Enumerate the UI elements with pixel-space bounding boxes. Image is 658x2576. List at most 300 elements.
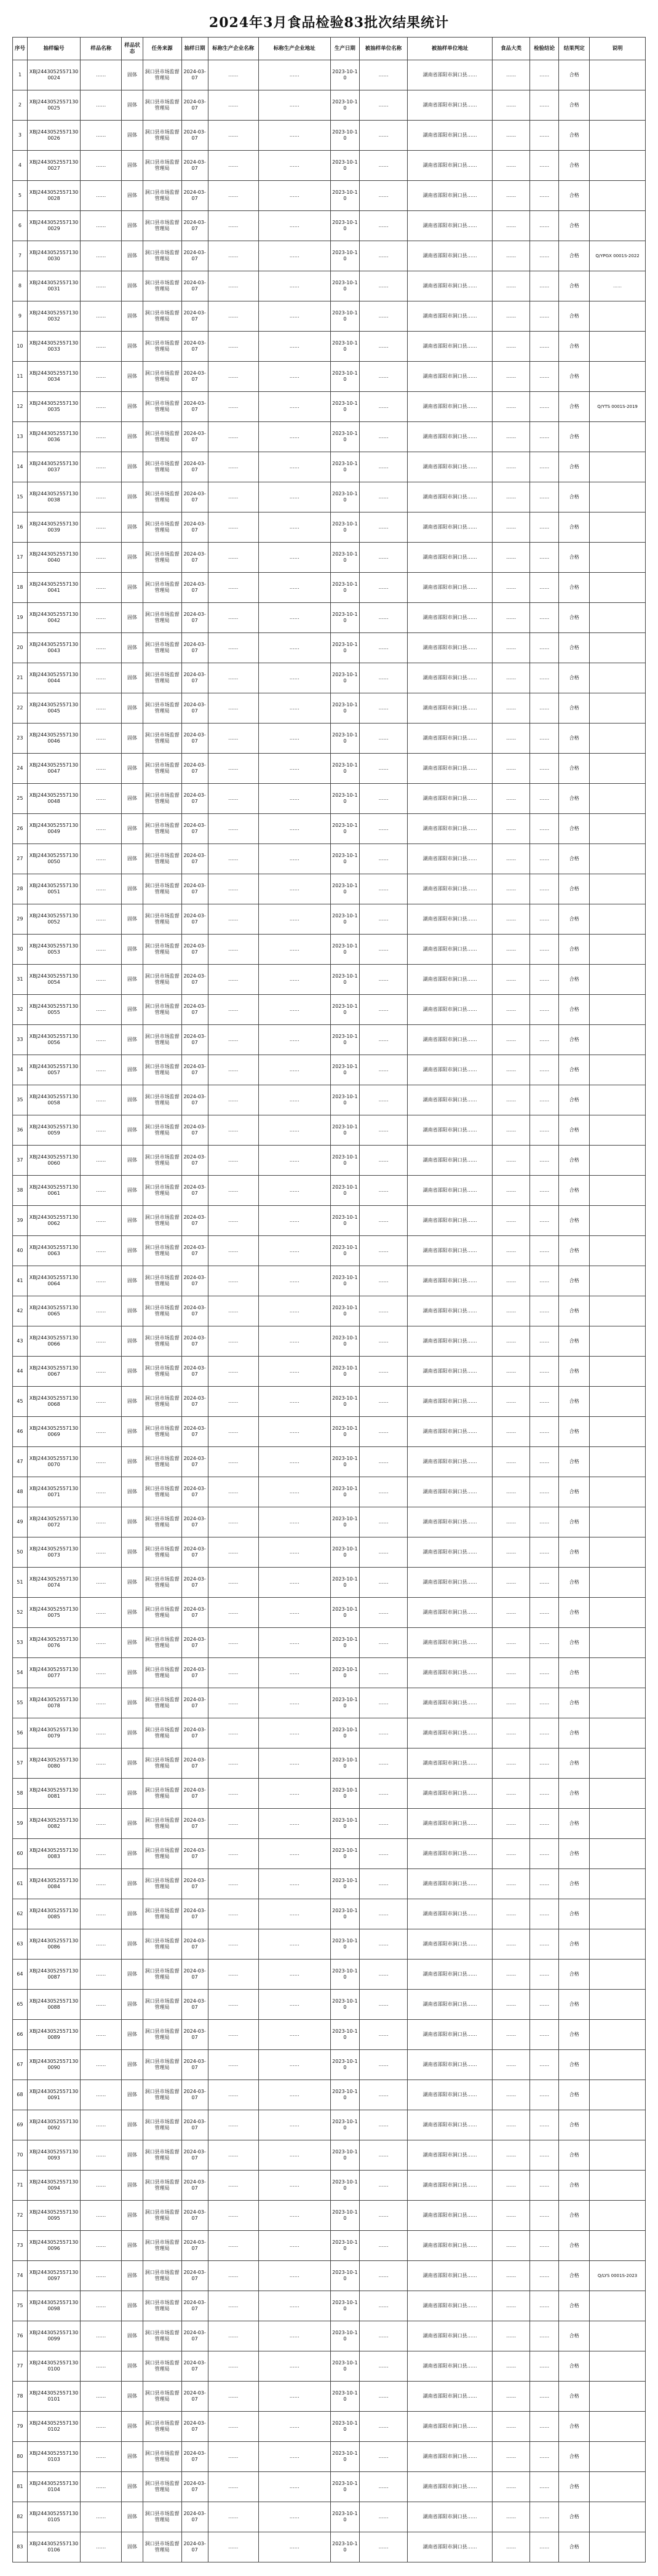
cell-prod-date: 2023-10-10 xyxy=(330,573,360,603)
cell-state: 固体 xyxy=(122,935,143,965)
cell-prod-date: 2023-10-10 xyxy=(330,633,360,663)
cell-prod-date: 2023-10-10 xyxy=(330,1537,360,1568)
cell-note xyxy=(590,693,646,724)
table-row xyxy=(13,2080,646,2110)
cell-source: 洞口县市场监督管理局 xyxy=(143,935,181,965)
cell-source: 洞口县市场监督管理局 xyxy=(143,2472,181,2502)
cell-no: 8 xyxy=(13,271,28,301)
cell-source: 洞口县市场监督管理局 xyxy=(143,1537,181,1568)
table-row xyxy=(13,724,646,754)
cell-date: 2024-03-07 xyxy=(181,1206,208,1236)
cell-date: 2024-03-07 xyxy=(181,904,208,935)
cell-no: 34 xyxy=(13,1055,28,1085)
cell-conclusion: …… xyxy=(529,904,559,935)
cell-maker-addr: …… xyxy=(258,301,330,332)
cell-date: 2024-03-07 xyxy=(181,482,208,512)
cell-judge: 合格 xyxy=(559,2321,590,2351)
cell-name: …… xyxy=(81,2472,122,2502)
cell-conclusion: …… xyxy=(529,2261,559,2291)
cell-note xyxy=(590,1598,646,1628)
cell-sample-id: XBJ24430525571300067 xyxy=(27,1357,80,1387)
cell-prod-date: 2023-10-10 xyxy=(330,151,360,181)
cell-unit: …… xyxy=(360,2472,408,2502)
cell-note xyxy=(590,1568,646,1598)
cell-judge: 合格 xyxy=(559,1779,590,1809)
cell-note xyxy=(590,1688,646,1718)
cell-note xyxy=(590,2171,646,2201)
cell-no: 1 xyxy=(13,60,28,90)
cell-sample-id: XBJ24430525571300101 xyxy=(27,2382,80,2412)
cell-maker-addr: …… xyxy=(258,1688,330,1718)
cell-note xyxy=(590,1537,646,1568)
cell-state: 固体 xyxy=(122,965,143,995)
cell-unit-addr: 湖南省邵阳市洞口县…… xyxy=(407,2171,492,2201)
cell-no: 29 xyxy=(13,904,28,935)
cell-source: 洞口县市场监督管理局 xyxy=(143,724,181,754)
cell-sample-id: XBJ24430525571300037 xyxy=(27,452,80,482)
cell-judge: 合格 xyxy=(559,241,590,271)
cell-category: …… xyxy=(493,995,530,1025)
cell-conclusion: …… xyxy=(529,1628,559,1658)
cell-unit: …… xyxy=(360,1055,408,1085)
cell-unit: …… xyxy=(360,2442,408,2472)
cell-maker-addr: …… xyxy=(258,1115,330,1146)
cell-state: 固体 xyxy=(122,814,143,844)
cell-unit: …… xyxy=(360,60,408,90)
cell-no: 21 xyxy=(13,663,28,693)
table-row xyxy=(13,211,646,241)
cell-maker-addr: …… xyxy=(258,1658,330,1688)
cell-judge: 合格 xyxy=(559,2080,590,2110)
table-row xyxy=(13,874,646,904)
cell-maker: …… xyxy=(208,663,258,693)
cell-prod-date: 2023-10-10 xyxy=(330,1839,360,1869)
cell-sample-id: XBJ24430525571300029 xyxy=(27,211,80,241)
cell-unit: …… xyxy=(360,2080,408,2110)
cell-unit-addr: 湖南省邵阳市洞口县…… xyxy=(407,724,492,754)
cell-no: 75 xyxy=(13,2291,28,2321)
cell-no: 2 xyxy=(13,90,28,121)
cell-note xyxy=(590,2412,646,2442)
cell-category: …… xyxy=(493,392,530,422)
cell-sample-id: XBJ24430525571300062 xyxy=(27,1206,80,1236)
cell-unit-addr: 湖南省邵阳市洞口县…… xyxy=(407,874,492,904)
cell-date: 2024-03-07 xyxy=(181,1749,208,1779)
cell-conclusion: …… xyxy=(529,1055,559,1085)
cell-judge: 合格 xyxy=(559,2171,590,2201)
cell-maker-addr: …… xyxy=(258,2080,330,2110)
cell-source: 洞口县市场监督管理局 xyxy=(143,1598,181,1628)
cell-prod-date: 2023-10-10 xyxy=(330,2171,360,2201)
cell-category: …… xyxy=(493,1357,530,1387)
cell-state: 固体 xyxy=(122,603,143,633)
cell-conclusion: …… xyxy=(529,482,559,512)
cell-sample-id: XBJ24430525571300081 xyxy=(27,1779,80,1809)
cell-name: …… xyxy=(81,2110,122,2140)
cell-no: 74 xyxy=(13,2261,28,2291)
cell-date: 2024-03-07 xyxy=(181,1115,208,1146)
table-row xyxy=(13,904,646,935)
cell-maker: …… xyxy=(208,2201,258,2231)
cell-state: 固体 xyxy=(122,211,143,241)
cell-source: 洞口县市场监督管理局 xyxy=(143,1357,181,1387)
cell-unit-addr: 湖南省邵阳市洞口县…… xyxy=(407,332,492,362)
cell-judge: 合格 xyxy=(559,1537,590,1568)
cell-prod-date: 2023-10-10 xyxy=(330,1146,360,1176)
cell-conclusion: …… xyxy=(529,2050,559,2080)
cell-sample-id: XBJ24430525571300038 xyxy=(27,482,80,512)
cell-sample-id: XBJ24430525571300065 xyxy=(27,1296,80,1326)
cell-source: 洞口县市场监督管理局 xyxy=(143,663,181,693)
cell-conclusion: …… xyxy=(529,1085,559,1115)
cell-state: 固体 xyxy=(122,1507,143,1537)
table-row xyxy=(13,1929,646,1960)
cell-source: 洞口县市场监督管理局 xyxy=(143,2201,181,2231)
cell-maker: …… xyxy=(208,2291,258,2321)
cell-source: 洞口县市场监督管理局 xyxy=(143,1085,181,1115)
cell-date: 2024-03-07 xyxy=(181,2261,208,2291)
cell-source: 洞口县市场监督管理局 xyxy=(143,814,181,844)
cell-note xyxy=(590,1990,646,2020)
table-row xyxy=(13,573,646,603)
cell-sample-id: XBJ24430525571300048 xyxy=(27,784,80,814)
cell-name: …… xyxy=(81,2231,122,2261)
cell-category: …… xyxy=(493,1387,530,1417)
cell-unit: …… xyxy=(360,181,408,211)
cell-judge: 合格 xyxy=(559,2231,590,2261)
table-body xyxy=(13,60,646,2562)
cell-category: …… xyxy=(493,2412,530,2442)
cell-category: …… xyxy=(493,603,530,633)
cell-name: …… xyxy=(81,2261,122,2291)
cell-note: Q/YTS 0001S-2019 xyxy=(590,392,646,422)
cell-maker-addr: …… xyxy=(258,1176,330,1206)
cell-state: 固体 xyxy=(122,1568,143,1598)
cell-source: 洞口县市场监督管理局 xyxy=(143,1387,181,1417)
cell-unit-addr: 湖南省邵阳市洞口县…… xyxy=(407,482,492,512)
cell-note xyxy=(590,2532,646,2562)
cell-note xyxy=(590,2140,646,2171)
cell-sample-id: XBJ24430525571300031 xyxy=(27,271,80,301)
cell-unit: …… xyxy=(360,1749,408,1779)
cell-category: …… xyxy=(493,693,530,724)
cell-state: 固体 xyxy=(122,1417,143,1447)
table-row xyxy=(13,965,646,995)
cell-state: 固体 xyxy=(122,1869,143,1899)
cell-maker: …… xyxy=(208,1628,258,1658)
cell-unit-addr: 湖南省邵阳市洞口县…… xyxy=(407,2110,492,2140)
cell-prod-date: 2023-10-10 xyxy=(330,1899,360,1929)
cell-conclusion: …… xyxy=(529,724,559,754)
cell-conclusion: …… xyxy=(529,512,559,543)
cell-unit: …… xyxy=(360,814,408,844)
cell-category: …… xyxy=(493,1809,530,1839)
cell-prod-date: 2023-10-10 xyxy=(330,1869,360,1899)
cell-maker-addr: …… xyxy=(258,1718,330,1749)
table-row xyxy=(13,2321,646,2351)
header-cell: 抽样编号 xyxy=(27,38,80,60)
cell-maker-addr: …… xyxy=(258,814,330,844)
cell-maker: …… xyxy=(208,1749,258,1779)
cell-note xyxy=(590,2502,646,2532)
cell-name: …… xyxy=(81,1899,122,1929)
cell-source: 洞口县市场监督管理局 xyxy=(143,1206,181,1236)
cell-unit-addr: 湖南省邵阳市洞口县…… xyxy=(407,844,492,874)
table-row xyxy=(13,603,646,633)
cell-maker: …… xyxy=(208,1236,258,1266)
cell-note: …… xyxy=(590,271,646,301)
table-row xyxy=(13,1206,646,1236)
cell-state: 固体 xyxy=(122,2110,143,2140)
cell-no: 12 xyxy=(13,392,28,422)
cell-state: 固体 xyxy=(122,1779,143,1809)
table-row xyxy=(13,1869,646,1899)
cell-maker: …… xyxy=(208,1960,258,1990)
table-row xyxy=(13,181,646,211)
cell-prod-date: 2023-10-10 xyxy=(330,2201,360,2231)
table-row xyxy=(13,90,646,121)
cell-source: 洞口县市场监督管理局 xyxy=(143,332,181,362)
table-row xyxy=(13,1568,646,1598)
table-row xyxy=(13,2472,646,2502)
cell-unit: …… xyxy=(360,1266,408,1296)
table-row xyxy=(13,1417,646,1447)
cell-maker: …… xyxy=(208,995,258,1025)
cell-category: …… xyxy=(493,2442,530,2472)
table-row xyxy=(13,2532,646,2562)
cell-category: …… xyxy=(493,1055,530,1085)
cell-maker: …… xyxy=(208,1176,258,1206)
cell-name: …… xyxy=(81,1206,122,1236)
cell-conclusion: …… xyxy=(529,874,559,904)
cell-conclusion: …… xyxy=(529,784,559,814)
cell-prod-date: 2023-10-10 xyxy=(330,2140,360,2171)
cell-maker: …… xyxy=(208,422,258,452)
cell-maker: …… xyxy=(208,1869,258,1899)
cell-category: …… xyxy=(493,2532,530,2562)
cell-date: 2024-03-07 xyxy=(181,2412,208,2442)
cell-prod-date: 2023-10-10 xyxy=(330,844,360,874)
cell-name: …… xyxy=(81,633,122,663)
cell-maker-addr: …… xyxy=(258,2201,330,2231)
cell-unit: …… xyxy=(360,2291,408,2321)
cell-maker-addr: …… xyxy=(258,1477,330,1507)
cell-judge: 合格 xyxy=(559,332,590,362)
cell-conclusion: …… xyxy=(529,995,559,1025)
cell-sample-id: XBJ24430525571300090 xyxy=(27,2050,80,2080)
cell-unit: …… xyxy=(360,1206,408,1236)
cell-prod-date: 2023-10-10 xyxy=(330,392,360,422)
cell-note xyxy=(590,1447,646,1477)
cell-state: 固体 xyxy=(122,1176,143,1206)
cell-state: 固体 xyxy=(122,995,143,1025)
cell-prod-date: 2023-10-10 xyxy=(330,1568,360,1598)
cell-category: …… xyxy=(493,482,530,512)
cell-conclusion: …… xyxy=(529,151,559,181)
cell-maker-addr: …… xyxy=(258,60,330,90)
cell-judge: 合格 xyxy=(559,814,590,844)
cell-state: 固体 xyxy=(122,1839,143,1869)
cell-maker-addr: …… xyxy=(258,392,330,422)
table-row xyxy=(13,935,646,965)
cell-unit-addr: 湖南省邵阳市洞口县…… xyxy=(407,151,492,181)
cell-unit-addr: 湖南省邵阳市洞口县…… xyxy=(407,2502,492,2532)
cell-category: …… xyxy=(493,2351,530,2382)
cell-no: 4 xyxy=(13,151,28,181)
cell-date: 2024-03-07 xyxy=(181,1688,208,1718)
cell-source: 洞口县市场监督管理局 xyxy=(143,754,181,784)
cell-source: 洞口县市场监督管理局 xyxy=(143,2140,181,2171)
cell-unit: …… xyxy=(360,1025,408,1055)
cell-unit-addr: 湖南省邵阳市洞口县…… xyxy=(407,1055,492,1085)
cell-sample-id: XBJ24430525571300028 xyxy=(27,181,80,211)
table-row xyxy=(13,2382,646,2412)
cell-unit-addr: 湖南省邵阳市洞口县…… xyxy=(407,211,492,241)
cell-conclusion: …… xyxy=(529,392,559,422)
header-cell: 被抽样单位地址 xyxy=(407,38,492,60)
cell-conclusion: …… xyxy=(529,60,559,90)
header-cell: 标称生产企业名称 xyxy=(208,38,258,60)
cell-no: 38 xyxy=(13,1176,28,1206)
cell-date: 2024-03-07 xyxy=(181,2472,208,2502)
cell-conclusion: …… xyxy=(529,1839,559,1869)
cell-conclusion: …… xyxy=(529,1236,559,1266)
cell-no: 78 xyxy=(13,2382,28,2412)
cell-state: 固体 xyxy=(122,663,143,693)
cell-no: 36 xyxy=(13,1115,28,1146)
cell-unit-addr: 湖南省邵阳市洞口县…… xyxy=(407,2231,492,2261)
cell-date: 2024-03-07 xyxy=(181,1417,208,1447)
cell-category: …… xyxy=(493,512,530,543)
cell-prod-date: 2023-10-10 xyxy=(330,1507,360,1537)
cell-maker: …… xyxy=(208,452,258,482)
cell-name: …… xyxy=(81,1749,122,1779)
cell-state: 固体 xyxy=(122,1146,143,1176)
cell-note xyxy=(590,2050,646,2080)
cell-conclusion: …… xyxy=(529,693,559,724)
cell-source: 洞口县市场监督管理局 xyxy=(143,2382,181,2412)
cell-maker: …… xyxy=(208,2171,258,2201)
cell-unit-addr: 湖南省邵阳市洞口县…… xyxy=(407,1387,492,1417)
cell-note xyxy=(590,482,646,512)
cell-prod-date: 2023-10-10 xyxy=(330,2291,360,2321)
cell-maker-addr: …… xyxy=(258,1266,330,1296)
cell-sample-id: XBJ24430525571300096 xyxy=(27,2231,80,2261)
cell-name: …… xyxy=(81,1628,122,1658)
cell-category: …… xyxy=(493,663,530,693)
cell-prod-date: 2023-10-10 xyxy=(330,995,360,1025)
cell-note xyxy=(590,2472,646,2502)
cell-unit-addr: 湖南省邵阳市洞口县…… xyxy=(407,2472,492,2502)
cell-unit-addr: 湖南省邵阳市洞口县…… xyxy=(407,1658,492,1688)
cell-maker-addr: …… xyxy=(258,211,330,241)
cell-no: 53 xyxy=(13,1628,28,1658)
cell-maker-addr: …… xyxy=(258,1055,330,1085)
cell-category: …… xyxy=(493,1417,530,1447)
cell-note xyxy=(590,2351,646,2382)
cell-category: …… xyxy=(493,1929,530,1960)
cell-unit: …… xyxy=(360,2351,408,2382)
cell-judge: 合格 xyxy=(559,844,590,874)
cell-sample-id: XBJ24430525571300059 xyxy=(27,1115,80,1146)
cell-judge: 合格 xyxy=(559,2442,590,2472)
cell-sample-id: XBJ24430525571300054 xyxy=(27,965,80,995)
cell-conclusion: …… xyxy=(529,754,559,784)
table-row xyxy=(13,1990,646,2020)
cell-note xyxy=(590,904,646,935)
cell-name: …… xyxy=(81,392,122,422)
cell-source: 洞口县市场监督管理局 xyxy=(143,211,181,241)
cell-unit: …… xyxy=(360,965,408,995)
cell-sample-id: XBJ24430525571300044 xyxy=(27,663,80,693)
cell-source: 洞口县市场监督管理局 xyxy=(143,1447,181,1477)
cell-sample-id: XBJ24430525571300100 xyxy=(27,2351,80,2382)
cell-unit: …… xyxy=(360,1658,408,1688)
cell-note xyxy=(590,2020,646,2050)
cell-no: 60 xyxy=(13,1839,28,1869)
cell-category: …… xyxy=(493,573,530,603)
cell-category: …… xyxy=(493,844,530,874)
table-row xyxy=(13,1839,646,1869)
cell-category: …… xyxy=(493,1326,530,1357)
cell-unit-addr: 湖南省邵阳市洞口县…… xyxy=(407,633,492,663)
cell-date: 2024-03-07 xyxy=(181,1085,208,1115)
cell-sample-id: XBJ24430525571300091 xyxy=(27,2080,80,2110)
cell-sample-id: XBJ24430525571300057 xyxy=(27,1055,80,1085)
cell-name: …… xyxy=(81,1266,122,1296)
cell-maker: …… xyxy=(208,2351,258,2382)
cell-no: 82 xyxy=(13,2502,28,2532)
cell-state: 固体 xyxy=(122,1055,143,1085)
cell-conclusion: …… xyxy=(529,1146,559,1176)
cell-unit: …… xyxy=(360,2532,408,2562)
cell-no: 40 xyxy=(13,1236,28,1266)
cell-maker-addr: …… xyxy=(258,724,330,754)
cell-category: …… xyxy=(493,724,530,754)
table-row xyxy=(13,814,646,844)
cell-maker-addr: …… xyxy=(258,1749,330,1779)
cell-sample-id: XBJ24430525571300076 xyxy=(27,1628,80,1658)
cell-unit-addr: 湖南省邵阳市洞口县…… xyxy=(407,1326,492,1357)
cell-category: …… xyxy=(493,1598,530,1628)
cell-maker-addr: …… xyxy=(258,1568,330,1598)
cell-conclusion: …… xyxy=(529,271,559,301)
cell-name: …… xyxy=(81,60,122,90)
table-row xyxy=(13,2291,646,2321)
table-row xyxy=(13,1085,646,1115)
table-row xyxy=(13,1326,646,1357)
cell-sample-id: XBJ24430525571300079 xyxy=(27,1718,80,1749)
cell-unit-addr: 湖南省邵阳市洞口县…… xyxy=(407,1779,492,1809)
cell-conclusion: …… xyxy=(529,1176,559,1206)
cell-category: …… xyxy=(493,1718,530,1749)
cell-sample-id: XBJ24430525571300070 xyxy=(27,1447,80,1477)
cell-maker: …… xyxy=(208,2050,258,2080)
cell-maker: …… xyxy=(208,211,258,241)
cell-maker: …… xyxy=(208,2110,258,2140)
cell-maker-addr: …… xyxy=(258,2020,330,2050)
cell-unit: …… xyxy=(360,2231,408,2261)
cell-conclusion: …… xyxy=(529,1025,559,1055)
cell-source: 洞口县市场监督管理局 xyxy=(143,1507,181,1537)
cell-source: 洞口县市场监督管理局 xyxy=(143,633,181,663)
cell-judge: 合格 xyxy=(559,995,590,1025)
cell-unit: …… xyxy=(360,301,408,332)
table-row xyxy=(13,422,646,452)
cell-date: 2024-03-07 xyxy=(181,181,208,211)
cell-conclusion: …… xyxy=(529,1869,559,1899)
cell-note xyxy=(590,2080,646,2110)
